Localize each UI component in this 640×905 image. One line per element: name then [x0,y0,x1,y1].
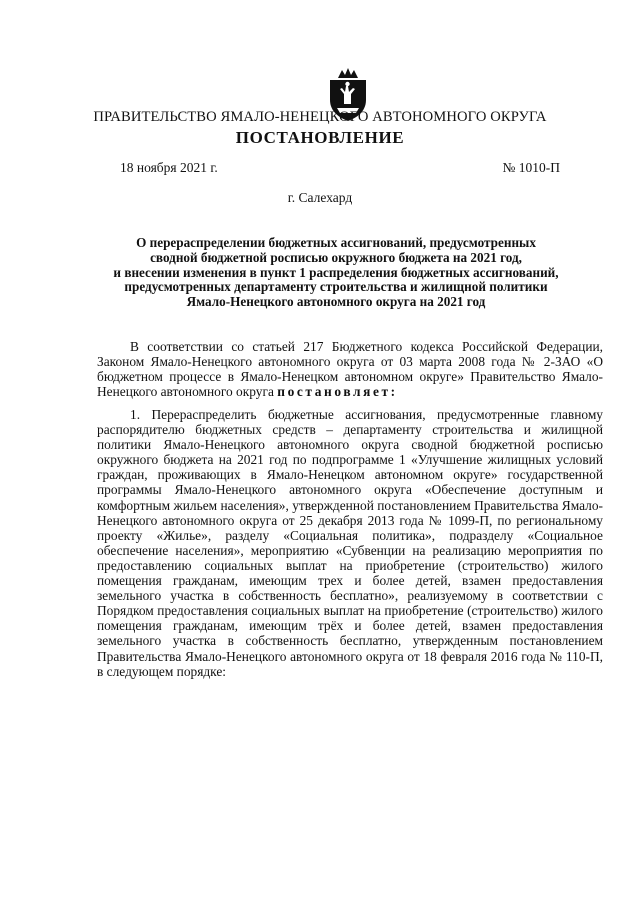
document-city: г. Салехард [287,190,353,205]
government-name: ПРАВИТЕЛЬСТВО ЯМАЛО-НЕНЕЦКОГО АВТОНОМНОГО ОКРУГА [93,109,547,125]
title-line: сводной бюджетной росписью окружного бюджета на 2021 год, [150,249,522,265]
title-line: Ямало-Ненецкого автономного округа на 2021 год [186,294,486,310]
document-title [96,236,576,310]
preamble-text: В соответствии со статьей 217 Бюджетного кодекса Российской Федерации, Законом Ямало-Ненецкого автономного округа от 03 марта 2008 года № 2-ЗАО «О бюджетном процессе в Ямало-Ненецком автономном округе» Правительство Ямало-Ненецкого автономного округа [97,339,603,400]
document-date: 18 ноября 2021 г. [120,160,218,175]
clause-1-paragraph: 1. Перераспределить бюджетные ассигнования, предусмотренные главному распорядителю бюджетных средств – департаменту строительства и жилищной политики Ямало-Ненецкого автономного округа сводной бюджетной росписью окружного бюджета на 2021 год по подпрограмме 1 «Улучшение жилищных условий граждан, проживающих в Ямало-Ненецком автономном округе» государственной программы Ямало-Ненецкого автономного округа «Обеспечение доступным и комфортным жильем населения», утвержденной постановлением Правительства Ямало-Ненецкого автономного округа от 25 декабря 2013 года № 1099-П, по региональному проекту «Жилье», разделу «Социальная политика», подразделу «Социальное обеспечение населения», мероприятию «Субвенции на реализацию мероприятия по предоставлению социальных выплат на приобретение (строительство) жилого помещения гражданам, имеющим трех и более детей, взамен предоставления земельного участка в собственность бесплатно», реализуемому в соответствии с Порядком предоставления социальных выплат на приобретение (строительство) жилого помещения гражданам, имеющим трёх и более детей, взамен предоставления земельного участка в собственность бесплатно, утвержденным постановлением Правительства Ямало-Ненецкого автономного округа от 18 февраля 2016 года № 110-П, в следующем порядке: [97,407,603,679]
title-line: О перераспределении бюджетных ассигнований, предусмотренных [136,235,536,250]
document-number: № 1010-П [502,160,560,175]
document-type: ПОСТАНОВЛЕНИЕ [235,128,405,147]
title-line: и внесении изменения в пункт 1 распределения бюджетных ассигнований, [113,264,559,280]
preamble-paragraph [97,339,603,399]
resolves-word: постановляет: [277,384,398,400]
title-line: предусмотренных департаменту строительства и жилищной политики [124,279,548,295]
